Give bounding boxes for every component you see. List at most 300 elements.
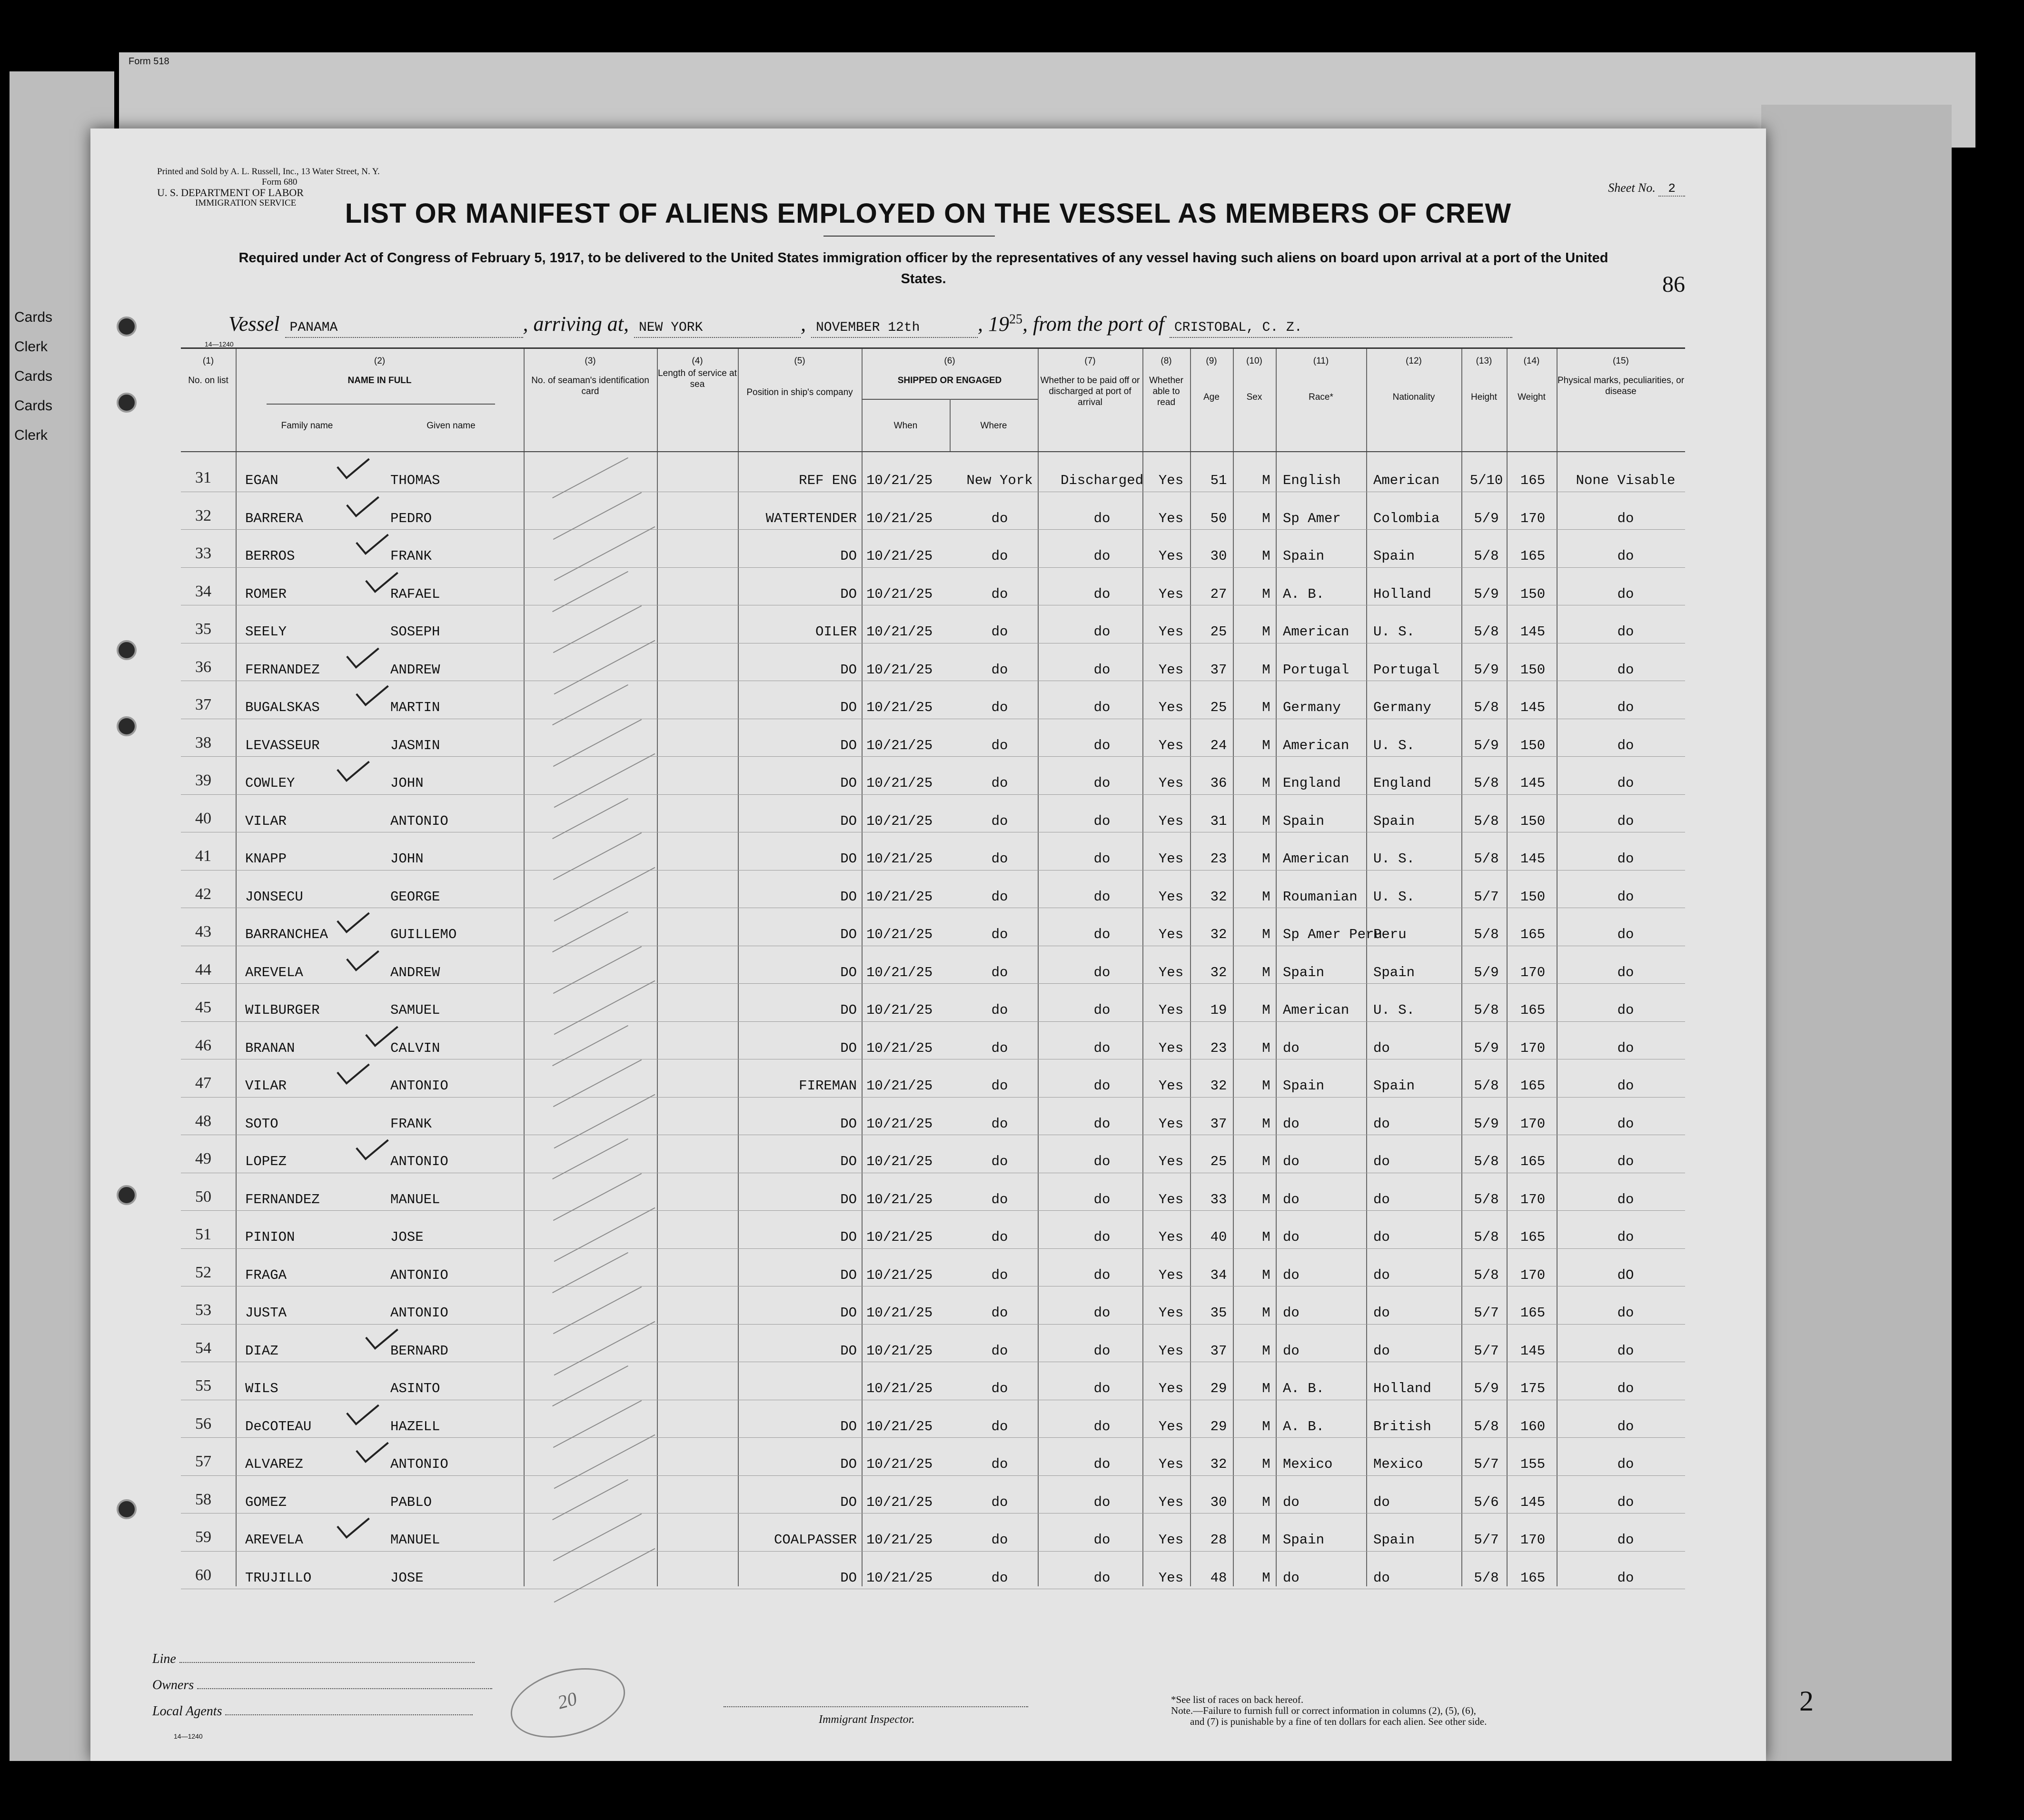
given-name-cell: ANTONIO bbox=[390, 1456, 448, 1472]
family-name-cell: PINION bbox=[245, 1229, 295, 1245]
sex-cell: M bbox=[1262, 964, 1270, 980]
shipped-when-cell: 10/21/25 bbox=[866, 473, 933, 488]
shipped-where-cell: do bbox=[991, 1418, 1008, 1434]
table-row bbox=[181, 875, 1685, 913]
given-name-cell: JOHN bbox=[390, 851, 424, 867]
age-cell: 31 bbox=[1210, 813, 1227, 829]
pencil-mark bbox=[552, 1025, 628, 1066]
position-cell: REF ENG bbox=[799, 473, 857, 488]
footer-agents-blank bbox=[225, 1714, 473, 1715]
table-row bbox=[181, 1405, 1685, 1443]
punch-hole bbox=[117, 393, 137, 413]
shipped-where-cell: do bbox=[991, 548, 1008, 564]
age-cell: 27 bbox=[1210, 586, 1227, 602]
note-line-2: Note.—Failure to furnish full or correct information in columns (2), (5), (6), bbox=[1171, 1705, 1476, 1716]
race-cell: Spain bbox=[1283, 548, 1325, 564]
race-cell: do bbox=[1283, 1040, 1300, 1056]
age-cell: 48 bbox=[1210, 1570, 1227, 1586]
race-cell: Mexico bbox=[1283, 1456, 1333, 1472]
shipped-when-cell: 10/21/25 bbox=[866, 586, 933, 602]
given-name-cell: FRANK bbox=[390, 1116, 432, 1132]
footer-line-label: Line bbox=[152, 1652, 176, 1666]
table-row bbox=[181, 1177, 1685, 1216]
given-name-cell: ANDREW bbox=[390, 662, 440, 678]
header-family-name: Family name bbox=[281, 421, 333, 431]
position-cell: DO bbox=[840, 1456, 857, 1472]
origin-port: CRISTOBAL, C. Z. bbox=[1170, 320, 1512, 338]
able-to-read-cell: Yes bbox=[1158, 889, 1184, 905]
age-cell: 50 bbox=[1210, 510, 1227, 526]
family-name-cell: VILAR bbox=[245, 813, 287, 829]
table-row bbox=[181, 1366, 1685, 1405]
pencil-mark bbox=[552, 1138, 628, 1179]
header-length-of-service: Length of service at sea bbox=[658, 368, 737, 389]
physical-marks-cell: None Visable bbox=[1576, 473, 1676, 488]
nationality-cell: American bbox=[1373, 473, 1440, 488]
sex-cell: M bbox=[1262, 1343, 1270, 1359]
able-to-read-cell: Yes bbox=[1158, 1191, 1184, 1207]
shipped-where-cell: do bbox=[991, 813, 1008, 829]
paid-off-cell: do bbox=[1093, 889, 1111, 905]
pencil-mark bbox=[552, 571, 628, 612]
shipped-where-cell: do bbox=[991, 775, 1008, 791]
row-number-cell: 52 bbox=[195, 1263, 211, 1281]
race-cell: Spain bbox=[1283, 813, 1325, 829]
nationality-cell: do bbox=[1373, 1570, 1390, 1586]
able-to-read-cell: Yes bbox=[1158, 1116, 1184, 1132]
table-row bbox=[181, 950, 1685, 989]
weight-cell: 145 bbox=[1520, 851, 1546, 867]
pencil-mark bbox=[553, 1286, 642, 1334]
table-row bbox=[181, 610, 1685, 648]
row-number-cell: 41 bbox=[195, 847, 211, 865]
given-name-cell: PEDRO bbox=[390, 510, 432, 526]
family-name-cell: LOPEZ bbox=[245, 1154, 287, 1169]
sex-cell: M bbox=[1262, 1381, 1270, 1396]
nationality-cell: Germany bbox=[1373, 700, 1431, 715]
paid-off-cell: do bbox=[1093, 1570, 1111, 1586]
table-row bbox=[181, 761, 1685, 799]
age-cell: 33 bbox=[1210, 1191, 1227, 1207]
given-name-cell: JOSE bbox=[390, 1229, 424, 1245]
able-to-read-cell: Yes bbox=[1158, 851, 1184, 867]
row-number-cell: 54 bbox=[195, 1339, 211, 1357]
paid-off-cell: do bbox=[1093, 964, 1111, 980]
family-name-cell: TRUJILLO bbox=[245, 1570, 312, 1586]
row-number-cell: 49 bbox=[195, 1150, 211, 1167]
paid-off-cell: do bbox=[1093, 1040, 1111, 1056]
paid-off-cell: do bbox=[1093, 1494, 1111, 1510]
shipped-where-cell: do bbox=[991, 1532, 1008, 1548]
sex-cell: M bbox=[1262, 624, 1270, 640]
note-line-3: and (7) is punishable by a fine of ten dollars for each alien. See other side. bbox=[1190, 1716, 1487, 1727]
header-where: Where bbox=[980, 421, 1007, 431]
shipped-when-cell: 10/21/25 bbox=[866, 1267, 933, 1283]
paid-off-cell: do bbox=[1093, 927, 1111, 942]
family-name-cell: JONSECU bbox=[245, 889, 303, 905]
nationality-cell: Spain bbox=[1373, 1532, 1415, 1548]
pencil-mark bbox=[553, 492, 642, 539]
weight-cell: 170 bbox=[1520, 1116, 1546, 1132]
weight-cell: 145 bbox=[1520, 700, 1546, 715]
weight-cell: 150 bbox=[1520, 737, 1546, 753]
pencil-mark bbox=[552, 911, 628, 952]
race-cell: American bbox=[1283, 624, 1349, 640]
given-name-cell: ANTONIO bbox=[390, 1305, 448, 1321]
nationality-cell: do bbox=[1373, 1191, 1390, 1207]
shipped-when-cell: 10/21/25 bbox=[866, 1191, 933, 1207]
shipped-when-cell: 10/21/25 bbox=[866, 1305, 933, 1321]
height-cell: 5/8 bbox=[1474, 1002, 1499, 1018]
sex-cell: M bbox=[1262, 889, 1270, 905]
manifest-sheet bbox=[90, 129, 1766, 1761]
family-name-cell: FRAGA bbox=[245, 1267, 287, 1283]
physical-marks-cell: do bbox=[1617, 1456, 1634, 1472]
physical-marks-cell: do bbox=[1617, 1343, 1634, 1359]
race-cell: Spain bbox=[1283, 1532, 1325, 1548]
race-cell: American bbox=[1283, 737, 1349, 753]
table-row bbox=[181, 1026, 1685, 1064]
paid-off-cell: do bbox=[1093, 1002, 1111, 1018]
table-row bbox=[181, 912, 1685, 950]
given-name-cell: ASINTO bbox=[390, 1381, 440, 1396]
nationality-cell: Holland bbox=[1373, 586, 1431, 602]
given-name-cell: GUILLEMO bbox=[390, 927, 457, 942]
able-to-read-cell: Yes bbox=[1158, 1532, 1184, 1548]
pencil-mark bbox=[552, 457, 628, 498]
paid-off-cell: do bbox=[1093, 1229, 1111, 1245]
sex-cell: M bbox=[1262, 1532, 1270, 1548]
table-row bbox=[181, 1480, 1685, 1518]
family-name-cell: VILAR bbox=[245, 1078, 287, 1094]
height-cell: 5/9 bbox=[1474, 1040, 1499, 1056]
height-cell: 5/9 bbox=[1474, 662, 1499, 678]
paid-off-cell: do bbox=[1093, 586, 1111, 602]
height-cell: 5/8 bbox=[1474, 1418, 1499, 1434]
shipped-where-cell: do bbox=[991, 1191, 1008, 1207]
paid-off-cell: do bbox=[1093, 1381, 1111, 1396]
footer-line-field bbox=[152, 1652, 475, 1667]
height-cell: 5/7 bbox=[1474, 889, 1499, 905]
shipped-where-cell: New York bbox=[966, 473, 1033, 488]
sex-cell: M bbox=[1262, 1116, 1270, 1132]
position-cell: DO bbox=[840, 851, 857, 867]
weight-cell: 165 bbox=[1520, 927, 1546, 942]
right-margin-note: 2 bbox=[1799, 1685, 1814, 1717]
height-cell: 5/9 bbox=[1474, 964, 1499, 980]
given-name-cell: RAFAEL bbox=[390, 586, 440, 602]
table-row bbox=[181, 1291, 1685, 1329]
able-to-read-cell: Yes bbox=[1158, 1381, 1184, 1396]
weight-cell: 165 bbox=[1520, 473, 1546, 488]
position-cell: WATERTENDER bbox=[765, 510, 857, 526]
row-number-cell: 53 bbox=[195, 1301, 211, 1319]
pencil-mark bbox=[553, 1173, 642, 1220]
nationality-cell: Spain bbox=[1373, 548, 1415, 564]
given-name-cell: HAZELL bbox=[390, 1418, 440, 1434]
height-cell: 5/8 bbox=[1474, 548, 1499, 564]
family-name-cell: BUGALSKAS bbox=[245, 700, 320, 715]
pencil-mark bbox=[552, 1252, 628, 1293]
paid-off-cell: do bbox=[1093, 624, 1111, 640]
shipped-when-cell: 10/21/25 bbox=[866, 1343, 933, 1359]
paid-off-cell: do bbox=[1093, 1456, 1111, 1472]
height-cell: 5/9 bbox=[1474, 510, 1499, 526]
paid-off-cell: do bbox=[1093, 662, 1111, 678]
physical-marks-cell: do bbox=[1617, 1229, 1634, 1245]
table-row bbox=[181, 1253, 1685, 1291]
row-number-cell: 46 bbox=[195, 1036, 211, 1054]
age-cell: 37 bbox=[1210, 1116, 1227, 1132]
position-cell: DO bbox=[840, 775, 857, 791]
position-cell: DO bbox=[840, 737, 857, 753]
race-cell: A. B. bbox=[1283, 1381, 1325, 1396]
shipped-when-cell: 10/21/25 bbox=[866, 1040, 933, 1056]
nationality-cell: U. S. bbox=[1373, 1002, 1415, 1018]
nationality-cell: Colombia bbox=[1373, 510, 1440, 526]
physical-marks-cell: do bbox=[1617, 1002, 1634, 1018]
able-to-read-cell: Yes bbox=[1158, 510, 1184, 526]
weight-cell: 170 bbox=[1520, 1191, 1546, 1207]
row-number-cell: 60 bbox=[195, 1566, 211, 1584]
row-number-cell: 48 bbox=[195, 1112, 211, 1130]
race-cell: do bbox=[1283, 1154, 1300, 1169]
position-cell: DO bbox=[840, 1494, 857, 1510]
paid-off-cell: do bbox=[1093, 548, 1111, 564]
age-cell: 32 bbox=[1210, 927, 1227, 942]
row-number-cell: 31 bbox=[195, 469, 211, 486]
weight-cell: 170 bbox=[1520, 964, 1546, 980]
position-cell: DO bbox=[840, 1191, 857, 1207]
paid-off-cell: do bbox=[1093, 1305, 1111, 1321]
footer-owners-field bbox=[152, 1678, 492, 1693]
row-number-cell: 57 bbox=[195, 1453, 211, 1470]
race-cell: Spain bbox=[1283, 964, 1325, 980]
sex-cell: M bbox=[1262, 737, 1270, 753]
table-row bbox=[181, 496, 1685, 534]
physical-marks-cell: do bbox=[1617, 662, 1634, 678]
shipped-when-cell: 10/21/25 bbox=[866, 964, 933, 980]
pencil-mark bbox=[553, 1059, 642, 1107]
vessel-name: PANAMA bbox=[285, 320, 523, 338]
position-cell: OILER bbox=[815, 624, 857, 640]
shipped-where-cell: do bbox=[991, 1154, 1008, 1169]
table-row bbox=[181, 648, 1685, 686]
row-number-cell: 45 bbox=[195, 999, 211, 1016]
weight-cell: 165 bbox=[1520, 1570, 1546, 1586]
weight-cell: 165 bbox=[1520, 1305, 1546, 1321]
form-number: Form 680 bbox=[262, 177, 298, 187]
header-weight: Weight bbox=[1518, 392, 1546, 402]
age-cell: 19 bbox=[1210, 1002, 1227, 1018]
height-cell: 5/8 bbox=[1474, 851, 1499, 867]
nationality-cell: do bbox=[1373, 1229, 1390, 1245]
document-title: LIST OR MANIFEST OF ALIENS EMPLOYED ON THE VESSEL AS MEMBERS OF CREW bbox=[345, 198, 1512, 229]
sex-cell: M bbox=[1262, 1040, 1270, 1056]
physical-marks-cell: do bbox=[1617, 624, 1634, 640]
nationality-cell: Spain bbox=[1373, 964, 1415, 980]
pencil-mark bbox=[553, 605, 642, 653]
shipped-when-cell: 10/21/25 bbox=[866, 1418, 933, 1434]
table-row bbox=[181, 723, 1685, 762]
header-name-in-full: NAME IN FULL bbox=[347, 376, 412, 386]
able-to-read-cell: Yes bbox=[1158, 964, 1184, 980]
physical-marks-cell: do bbox=[1617, 889, 1634, 905]
shipped-when-cell: 10/21/25 bbox=[866, 510, 933, 526]
shipped-when-cell: 10/21/25 bbox=[866, 1456, 933, 1472]
row-number-cell: 55 bbox=[195, 1377, 211, 1395]
race-cell: English bbox=[1283, 473, 1341, 488]
physical-marks-cell: do bbox=[1617, 510, 1634, 526]
height-cell: 5/8 bbox=[1474, 1191, 1499, 1207]
physical-marks-cell: do bbox=[1617, 586, 1634, 602]
weight-cell: 165 bbox=[1520, 548, 1546, 564]
sheet-number-label: Sheet No. bbox=[1608, 181, 1656, 195]
nationality-cell: British bbox=[1373, 1418, 1431, 1434]
sex-cell: M bbox=[1262, 1418, 1270, 1434]
position-cell: DO bbox=[840, 813, 857, 829]
header-paid-off: Whether to be paid off or discharged at port of arrival bbox=[1040, 376, 1140, 407]
able-to-read-cell: Yes bbox=[1158, 927, 1184, 942]
table-row bbox=[181, 1215, 1685, 1253]
paid-off-cell: do bbox=[1093, 1191, 1111, 1207]
inspector-stamp: 20 bbox=[503, 1656, 633, 1749]
table-row bbox=[181, 1442, 1685, 1480]
race-cell: A. B. bbox=[1283, 586, 1325, 602]
table-row bbox=[181, 837, 1685, 875]
shipped-when-cell: 10/21/25 bbox=[866, 624, 933, 640]
weight-cell: 170 bbox=[1520, 1267, 1546, 1283]
arrival-date: NOVEMBER 12th bbox=[811, 320, 978, 338]
able-to-read-cell: Yes bbox=[1158, 813, 1184, 829]
from-port-label: , from the port of bbox=[1022, 312, 1164, 336]
position-cell: DO bbox=[840, 1116, 857, 1132]
age-cell: 25 bbox=[1210, 624, 1227, 640]
nationality-cell: do bbox=[1373, 1116, 1390, 1132]
age-cell: 51 bbox=[1210, 473, 1227, 488]
physical-marks-cell: do bbox=[1617, 737, 1634, 753]
able-to-read-cell: Yes bbox=[1158, 1570, 1184, 1586]
weight-cell: 145 bbox=[1520, 624, 1546, 640]
sex-cell: M bbox=[1262, 851, 1270, 867]
sex-cell: M bbox=[1262, 1570, 1270, 1586]
physical-marks-cell: do bbox=[1617, 1494, 1634, 1510]
nationality-cell: England bbox=[1373, 775, 1431, 791]
given-name-cell: GEORGE bbox=[390, 889, 440, 905]
pencil-mark bbox=[553, 1513, 642, 1561]
table-row bbox=[181, 534, 1685, 572]
shipped-where-cell: do bbox=[991, 700, 1008, 715]
race-cell: American bbox=[1283, 1002, 1349, 1018]
weight-cell: 145 bbox=[1520, 1494, 1546, 1510]
family-name-cell: BRANAN bbox=[245, 1040, 295, 1056]
family-name-cell: KNAPP bbox=[245, 851, 287, 867]
sex-cell: M bbox=[1262, 1229, 1270, 1245]
position-cell: FIREMAN bbox=[799, 1078, 857, 1094]
left-margin-label-4: Cards bbox=[14, 398, 53, 414]
table-row bbox=[181, 1518, 1685, 1556]
physical-marks-cell: do bbox=[1617, 700, 1634, 715]
header-height: Height bbox=[1471, 392, 1497, 402]
table-row bbox=[181, 1139, 1685, 1177]
pencil-mark bbox=[553, 832, 642, 880]
shipped-when-cell: 10/21/25 bbox=[866, 1494, 933, 1510]
nationality-cell: U. S. bbox=[1373, 737, 1415, 753]
header-bottom-rule bbox=[181, 451, 1685, 452]
row-number-cell: 58 bbox=[195, 1490, 211, 1508]
row-number-cell: 51 bbox=[195, 1226, 211, 1243]
left-margin-label-1: Cards bbox=[14, 309, 53, 325]
table-row bbox=[181, 988, 1685, 1026]
document-number: 86 bbox=[1662, 272, 1685, 297]
position-cell: DO bbox=[840, 1040, 857, 1056]
position-cell: DO bbox=[840, 889, 857, 905]
col-num-14: (14) bbox=[1523, 356, 1540, 366]
col-num-13: (13) bbox=[1476, 356, 1492, 366]
able-to-read-cell: Yes bbox=[1158, 1002, 1184, 1018]
col-num-2: (2) bbox=[374, 356, 386, 366]
arrival-port: NEW YORK bbox=[634, 320, 801, 338]
able-to-read-cell: Yes bbox=[1158, 1456, 1184, 1472]
able-to-read-cell: Yes bbox=[1158, 548, 1184, 564]
height-cell: 5/9 bbox=[1474, 586, 1499, 602]
family-name-cell: WILS bbox=[245, 1381, 278, 1396]
sex-cell: M bbox=[1262, 1191, 1270, 1207]
age-cell: 28 bbox=[1210, 1532, 1227, 1548]
shipped-where-cell: do bbox=[991, 737, 1008, 753]
paid-off-cell: do bbox=[1093, 813, 1111, 829]
age-cell: 30 bbox=[1210, 1494, 1227, 1510]
race-cell: do bbox=[1283, 1116, 1300, 1132]
col-num-11: (11) bbox=[1313, 356, 1329, 366]
height-cell: 5/8 bbox=[1474, 700, 1499, 715]
able-to-read-cell: Yes bbox=[1158, 1267, 1184, 1283]
position-cell: DO bbox=[840, 586, 857, 602]
paid-off-cell: do bbox=[1093, 1532, 1111, 1548]
height-cell: 5/8 bbox=[1474, 1570, 1499, 1586]
col-num-12: (12) bbox=[1406, 356, 1422, 366]
nationality-cell: do bbox=[1373, 1040, 1390, 1056]
physical-marks-cell: do bbox=[1617, 964, 1634, 980]
sex-cell: M bbox=[1262, 1002, 1270, 1018]
shipped-where-cell: do bbox=[991, 889, 1008, 905]
able-to-read-cell: Yes bbox=[1158, 737, 1184, 753]
family-name-cell: DIAZ bbox=[245, 1343, 278, 1359]
table-row bbox=[181, 1329, 1685, 1367]
position-cell: DO bbox=[840, 548, 857, 564]
able-to-read-cell: Yes bbox=[1158, 473, 1184, 488]
pencil-mark bbox=[552, 1479, 628, 1520]
weight-cell: 150 bbox=[1520, 662, 1546, 678]
height-cell: 5/7 bbox=[1474, 1343, 1499, 1359]
given-name-cell: SOSEPH bbox=[390, 624, 440, 640]
race-cell: Portugal bbox=[1283, 662, 1349, 678]
given-name-cell: THOMAS bbox=[390, 473, 440, 488]
height-cell: 5/7 bbox=[1474, 1305, 1499, 1321]
weight-cell: 145 bbox=[1520, 775, 1546, 791]
sex-cell: M bbox=[1262, 1267, 1270, 1283]
footer-owners-blank bbox=[197, 1688, 492, 1689]
sex-cell: M bbox=[1262, 662, 1270, 678]
row-number-cell: 38 bbox=[195, 733, 211, 752]
able-to-read-cell: Yes bbox=[1158, 624, 1184, 640]
age-cell: 25 bbox=[1210, 700, 1227, 715]
able-to-read-cell: Yes bbox=[1158, 1418, 1184, 1434]
footer-note bbox=[1171, 1694, 1487, 1727]
nationality-cell: do bbox=[1373, 1154, 1390, 1169]
shipped-where-cell: do bbox=[991, 1002, 1008, 1018]
family-name-cell: SEELY bbox=[245, 624, 287, 640]
